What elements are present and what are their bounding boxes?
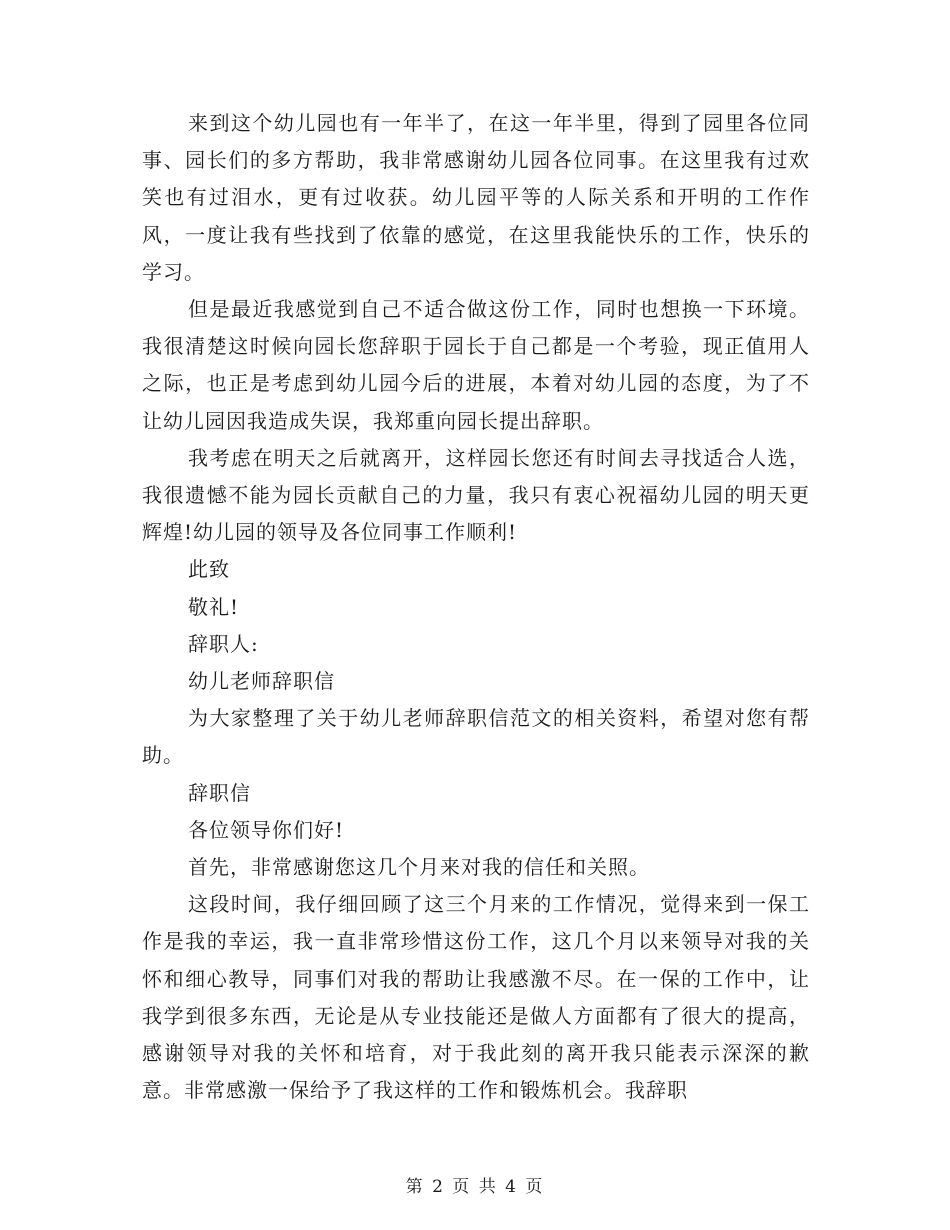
letter-greeting: 各位领导你们好! xyxy=(188,817,345,842)
section-title: 幼儿老师辞职信 xyxy=(188,669,335,694)
letter-title: 辞职信 xyxy=(188,780,251,805)
paragraph-reflection: 这段时间，我仔细回顾了这三个月来的工作情况，觉得来到一保工作是我的幸运，我一直非常珍惜这份工作，这几个月以来领导对我的关怀和细心教导，同事们对我的帮助让我感激不尽。在一保的工作中，让我学到很多东西，无论是从专业技能还是做人方面都有了很大的提高，感谢领导对我的关怀和培育，对于我此刻的离开我只能表示深深的歉意。非常感激一保给予了我这样的工作和锻炼机会。我辞职 xyxy=(142,892,810,1103)
closing-respect: 敬礼! xyxy=(188,594,240,619)
signature-label: 辞职人: xyxy=(188,631,259,656)
paragraph-reason: 但是最近我感觉到自己不适合做这份工作，同时也想换一下环境。我很清楚这时候向园长您辞职于园长于自己都是一个考验，现正值用人之际，也正是考虑到幼儿园今后的进展，本着对幼儿园的态度，为了不让幼儿园因我造成失误，我郑重向园长提出辞职。 xyxy=(142,297,810,433)
closing-salutation: 此致 xyxy=(188,557,230,582)
document-body xyxy=(142,105,810,1109)
paragraph-thanks: 首先，非常感谢您这几个月来对我的信任和关照。 xyxy=(188,855,650,880)
paragraph-departure: 我考虑在明天之后就离开，这样园长您还有时间去寻找适合人选，我很遗憾不能为园长贡献自己的力量，我只有衷心祝福幼儿园的明天更辉煌!幼儿园的领导及各位同事工作顺利! xyxy=(142,445,810,545)
paragraph-intro: 来到这个幼儿园也有一年半了，在这一年半里，得到了园里各位同事、园长们的多方帮助，我非常感谢幼儿园各位同事。在这里我有过欢笑也有过泪水，更有过收获。幼儿园平等的人际关系和开明的工作作风，一度让我有些找到了依靠的感觉，在这里我能快乐的工作，快乐的学习。 xyxy=(142,111,810,284)
page-number-footer: 第 2 页 共 4 页 xyxy=(405,1177,545,1197)
paragraph-summary: 为大家整理了关于幼儿老师辞职信范文的相关资料，希望对您有帮助。 xyxy=(142,706,810,768)
